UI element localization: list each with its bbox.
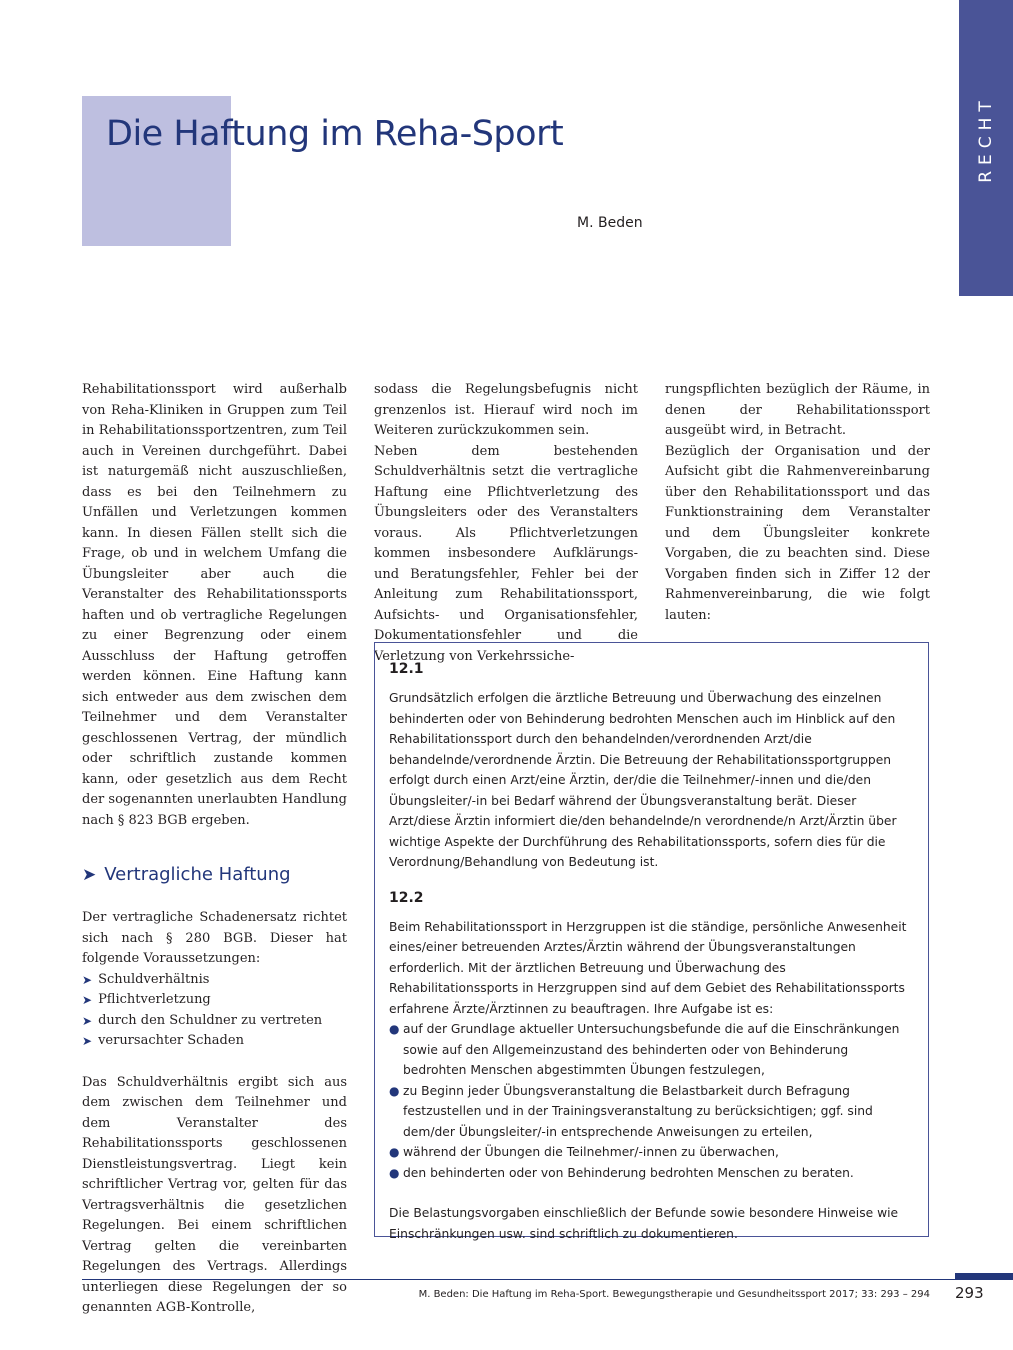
paragraph: sodass die Regelungsbefugnis nicht grenzenlos ist. Hierauf wird noch im Weiteren zurückzukommen sein. [374, 382, 638, 438]
list-item: ➤ verursachter Schaden [82, 1031, 347, 1052]
footer-citation [419, 1289, 930, 1300]
arrow-icon: ➤ [82, 865, 97, 885]
page-number: 293 [955, 1284, 984, 1302]
bullet-item: ● auf der Grundlage aktueller Untersuchungsbefunde die auf die Einschränkungen sowie auf den Allgemeinzustand des behinderten oder von Behinderung bedrohten Menschen abgestimmten Übungen festzulegen, [389, 1019, 914, 1081]
arrow-icon: ➤ [82, 993, 93, 1007]
box-paragraph: Grundsätzlich erfolgen die ärztliche Betreuung und Überwachung des einzelnen behinderten oder von Behinderung bedrohten Menschen auch im Hinblick auf den Rehabilitationssport durch den behandelnden/verordnenden Arzt/die behandelnde/verordnende Ärztin. Die Betreuung der Rehabilitationssportgruppen erfolgt durch einen Arzt/eine Ärztin, der/die die Teilnehmer/-innen und die/den Übungsleiter/-in bei Bedarf während der Übungsveranstaltung berät. Dieser Arzt/diese Ärztin informiert die/den behandelnde/n verordnende/n Arzt/Ärztin über wichtige Aspekte der Durchführung des Rehabilitationssports, sofern dies für die Verordnung/Behandlung von Bedeutung ist. [389, 691, 897, 869]
box-paragraph: Beim Rehabilitationssport in Herzgruppen ist die ständige, persönliche Anwesenheit eines/einer betreuenden Arztes/Ärztin während der Übungsveranstaltungen erforderlich. Mit der ärztlichen Betreuung und Überwachung des Rehabilitationssports in Herzgruppen sind auf dem Gebiet des Rehabilitationssports erfahrene Ärzte/Ärztinnen zu beauftragen. Ihre Aufgabe ist es: [389, 919, 907, 1016]
section-tab [959, 0, 1013, 296]
box-heading: 12.2 [389, 889, 424, 906]
bullet-icon: ● [389, 1145, 400, 1159]
requirements-list [82, 970, 347, 1052]
column-1 [82, 380, 347, 1319]
arrow-icon: ➤ [82, 1013, 93, 1028]
paragraph: Bezüglich der Organisation und der Aufsicht gibt die Rahmenvereinbarung über den Rehabilitationssport und das Funktionstraining dem Veranstalter und dem Übungsleiter konkrete Vorgaben, die zu beachten sind. Diese Vorgaben finden sich in Ziffer 12 der Rahmenvereinbarung, die wie folgt lauten: [665, 443, 930, 623]
column-3 [665, 380, 930, 626]
box-final-paragraph: Die Belastungsvorgaben einschließlich der Befunde sowie besondere Hinweise wie Einschränkungen usw. sind schriftlich zu dokumentieren. [389, 1206, 899, 1241]
box-bullet-list [389, 1019, 914, 1183]
section-heading-text: Vertragliche Haftung [104, 864, 291, 885]
paragraph: Das Schuldverhältnis ergibt sich aus dem zwischen dem Teilnehmer und dem Veranstalter des Rehabilitationssports geschlossenen Dienstleistungsvertrag. Liegt kein schriftlicher Vertrag vor, gelten für das Vertragsverhältnis die gesetzlichen Regelungen. Bei einem schriftlichen Vertrag gelten die vereinbarten Regelungen des Vertrags. Allerdings unterliegen diese Regelungen der so genannten AGB-Kontrolle, [82, 1074, 347, 1315]
paragraph: rungspflichten bezüglich der Räume, in denen der Rehabilitationssport ausgeübt wird, in Betracht. [665, 382, 930, 438]
list-item: ➤ Pflichtverletzung [82, 990, 347, 1011]
column-2 [374, 380, 638, 667]
bullet-item: ● während der Übungen die Teilnehmer/-innen zu überwachen, [389, 1142, 914, 1163]
bullet-icon: ● [389, 1083, 400, 1098]
article-title: Die Haftung im Reha-Sport [106, 114, 564, 154]
list-item: ➤ durch den Schuldner zu vertreten [82, 1011, 347, 1032]
intro-paragraph: Rehabilitationssport wird außerhalb von Reha-Kliniken in Gruppen zum Teil in Rehabilitationssportzentren, zum Teil auch in Vereinen durchgeführt. Dabei ist naturgemäß nicht auszuschließen, dass es bei den Teilnehmern zu Unfällen und Verletzungen kommen kann. In diesen Fällen stellt sich die Frage, ob und in welchem Umfang die Übungsleiter aber auch die Veranstalter des Rehabilitationssports haften und ob vertragliche Regelungen zu einer Begrenzung oder einem Ausschluss der Haftung getroffen werden können. Eine Haftung kann sich entweder aus dem zwischen dem Teilnehmer und dem Veranstalter geschlossenen Vertrag, der mündlich oder schriftlich zustande kommen kann, oder gesetzlich aus dem Recht der sogenannten unerlaubten Handlung nach § 823 BGB ergeben. [82, 382, 347, 828]
list-item: ➤ Schuldverhältnis [82, 970, 347, 991]
bullet-item: ● zu Beginn jeder Übungsveranstaltung die Belastbarkeit durch Befragung festzustellen und in der Trainingsveranstaltung zu berücksichtigen; ggf. sind dem/der Übungsleiter/-in entsprechende Anweisungen zu erteilen, [389, 1081, 914, 1143]
regulation-box [374, 642, 929, 1241]
citation-journal: Bewegungstherapie und Gesundheitssport 2017; 33: 293 – 294 [612, 1289, 930, 1300]
bullet-item: ● den behinderten oder von Behinderung bedrohten Menschen zu beraten. [389, 1163, 914, 1184]
paragraph: Der vertragliche Schadenersatz richtet sich nach § 280 BGB. Dieser hat folgende Voraussetzungen: [82, 910, 347, 966]
bullet-icon: ● [389, 1165, 400, 1180]
box-heading: 12.1 [389, 661, 424, 677]
paragraph: Neben dem bestehenden Schuldverhältnis setzt die vertragliche Haftung eine Pflichtverletzung des Übungsleiters oder des Veranstalters voraus. Als Pflichtverletzungen kommen insbesondere Aufklärungs- und Beratungsfehler, Fehler bei der Anleitung zum Rehabilitationssport, Aufsichts- und Organisationsfehler, Dokumentationsfehler und die Verletzung von Verkehrssiche- [374, 443, 638, 664]
footer-accent-bar [955, 1273, 1013, 1280]
arrow-icon: ➤ [82, 1034, 93, 1048]
arrow-icon: ➤ [82, 972, 93, 987]
citation-author: M. Beden: Die Haftung im Reha-Sport. [418, 1289, 610, 1300]
bullet-icon: ● [389, 1022, 400, 1036]
section-tab-label: RECHT [976, 95, 996, 183]
author-name: M. Beden [577, 215, 643, 231]
footer-rule [82, 1279, 955, 1280]
section-heading [82, 864, 347, 886]
